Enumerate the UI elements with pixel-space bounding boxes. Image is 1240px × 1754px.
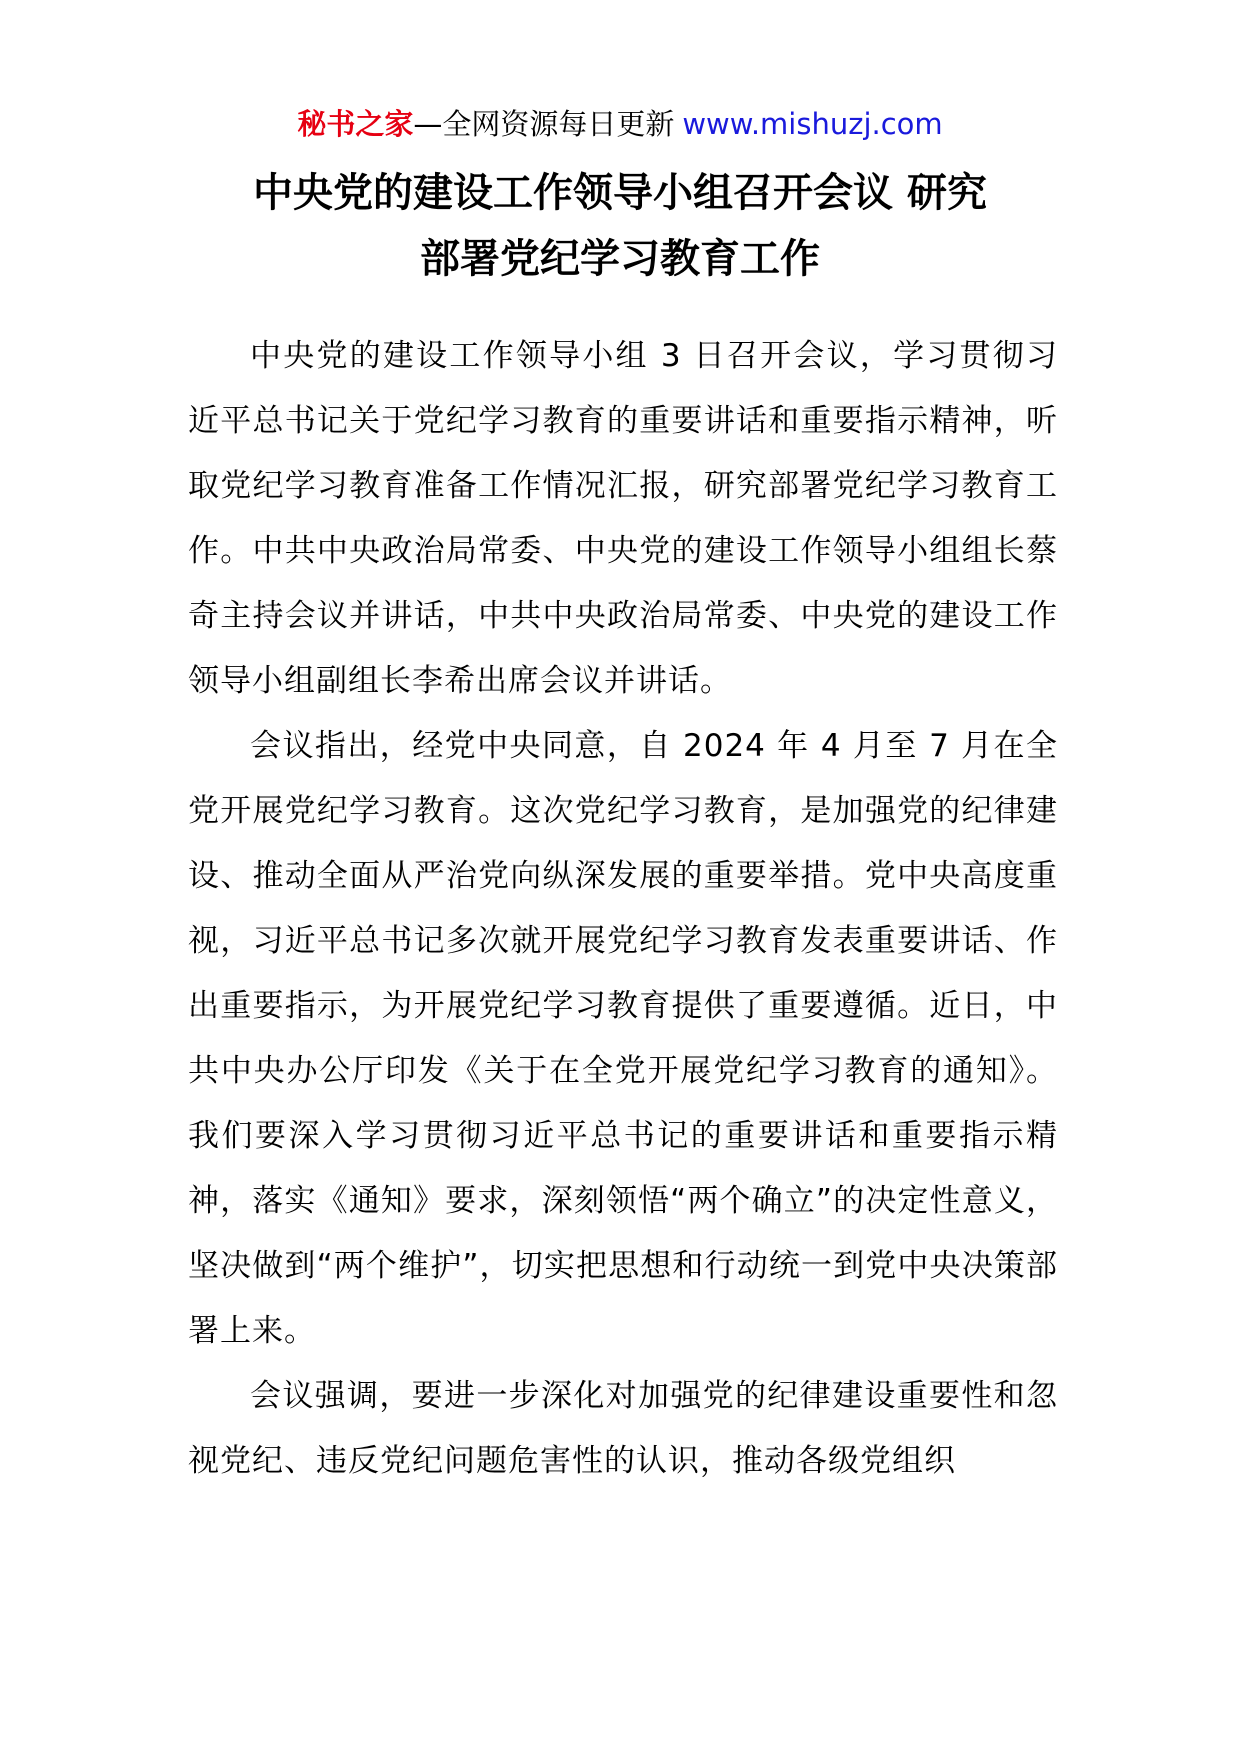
header-brand: 秘书之家 [297,107,414,141]
document-body [188,324,1058,1564]
paragraph-3: 会议强调，要进一步深化对加强党的纪律建设重要性和忽视党纪、违反党纪问题危害性的认识，推动各级党组织 [188,1378,1058,1479]
header-tagline: —全网资源每日更新 [413,107,675,141]
header-url[interactable]: www.mishuzj.com [682,107,943,141]
title-line-2: 部署党纪学习教育工作 [420,236,820,282]
paragraph-1: 中央党的建设工作领导小组 3 日召开会议，学习贯彻习近平总书记关于党纪学习教育的重要讲话和重要指示精神，听取党纪学习教育准备工作情况汇报，研究部署党纪学习教育工作。中共中央政治局常委、中央党的建设工作领导小组组长蔡奇主持会议并讲话，中共中央政治局常委、中央党的建设工作领导小组副组长李希出席会议并讲话。 [188,338,1058,699]
page-header [0,104,1240,144]
document-title [150,160,1090,292]
paragraph-2: 会议指出，经党中央同意，自 2024 年 4 月至 7 月在全党开展党纪学习教育。这次党纪学习教育，是加强党的纪律建设、推动全面从严治党向纵深发展的重要举措。党中央高度重视，习近平总书记多次就开展党纪学习教育发表重要讲话、作出重要指示，为开展党纪学习教育提供了重要遵循。近日，中共中央办公厅印发《关于在全党开展党纪学习教育的通知》。我们要深入学习贯彻习近平总书记的重要讲话和重要指示精神，落实《通知》要求，深刻领悟“两个确立”的决定性意义，坚决做到“两个维护”，切实把思想和行动统一到党中央决策部署上来。 [188,728,1058,1349]
title-line-1: 中央党的建设工作领导小组召开会议 研究 [253,170,987,216]
